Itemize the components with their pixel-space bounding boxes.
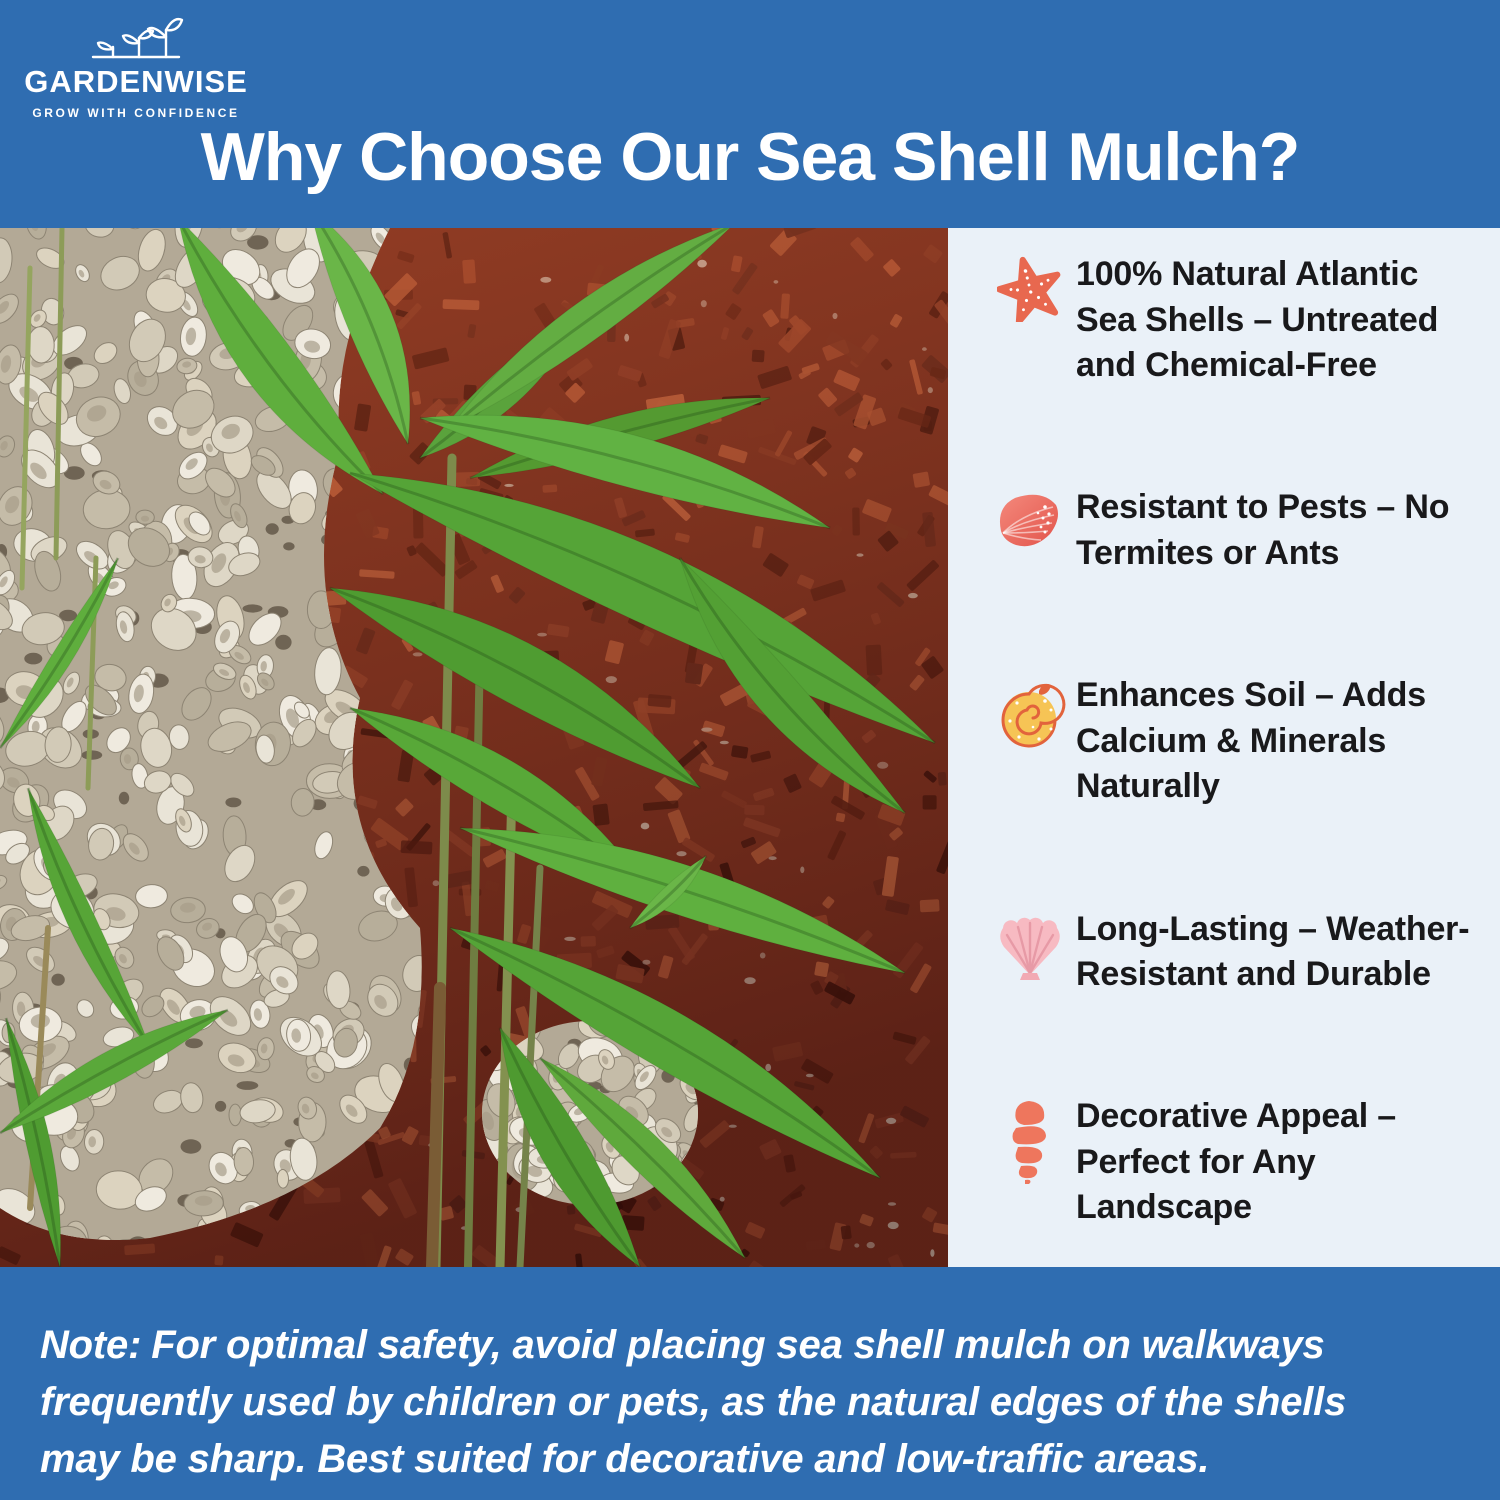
note-label: Note: (40, 1323, 142, 1367)
brand-logo (26, 10, 246, 120)
feature-pest-resistant (984, 485, 1482, 576)
safety-note-band (0, 1267, 1500, 1500)
feature-natural-shells (984, 252, 1482, 389)
sprout-icon (77, 10, 195, 64)
note-body: For optimal safety, avoid placing sea shell mulch on walkways frequently used by children or pets, as the natural edges of the shells may be sharp. Best suited for decorative and low-traffic areas. (40, 1323, 1347, 1482)
page-title: Why Choose Our Sea Shell Mulch? (200, 119, 1300, 195)
feature-text: Resistant to Pests – No Termites or Ants (1076, 488, 1450, 572)
features-panel (948, 228, 1500, 1267)
starfish-icon (984, 256, 1076, 322)
garden-photo (0, 228, 948, 1267)
feature-text: Enhances Soil – Adds Calcium & Minerals Naturally (1076, 676, 1426, 806)
brand-name: GARDENWISE (24, 64, 248, 99)
feature-long-lasting (984, 907, 1482, 998)
feature-text: Decorative Appeal – Perfect for Any Landscape (1076, 1097, 1396, 1227)
nautilus-shell-icon (984, 677, 1076, 751)
conch-shell-icon (984, 1098, 1076, 1184)
safety-note-text (40, 1317, 1430, 1489)
scallop-shell-icon (984, 911, 1076, 983)
clam-shell-icon (984, 489, 1076, 555)
sea-shell-mulch-photo (0, 228, 948, 1267)
feature-decorative (984, 1094, 1482, 1231)
feature-text: 100% Natural Atlantic Sea Shells – Untreated and Chemical-Free (1076, 255, 1439, 385)
brand-tagline: GROW WITH CONFIDENCE (32, 105, 240, 120)
feature-text: Long-Lasting – Weather-Resistant and Durable (1076, 909, 1470, 994)
feature-enhances-soil (984, 673, 1482, 810)
